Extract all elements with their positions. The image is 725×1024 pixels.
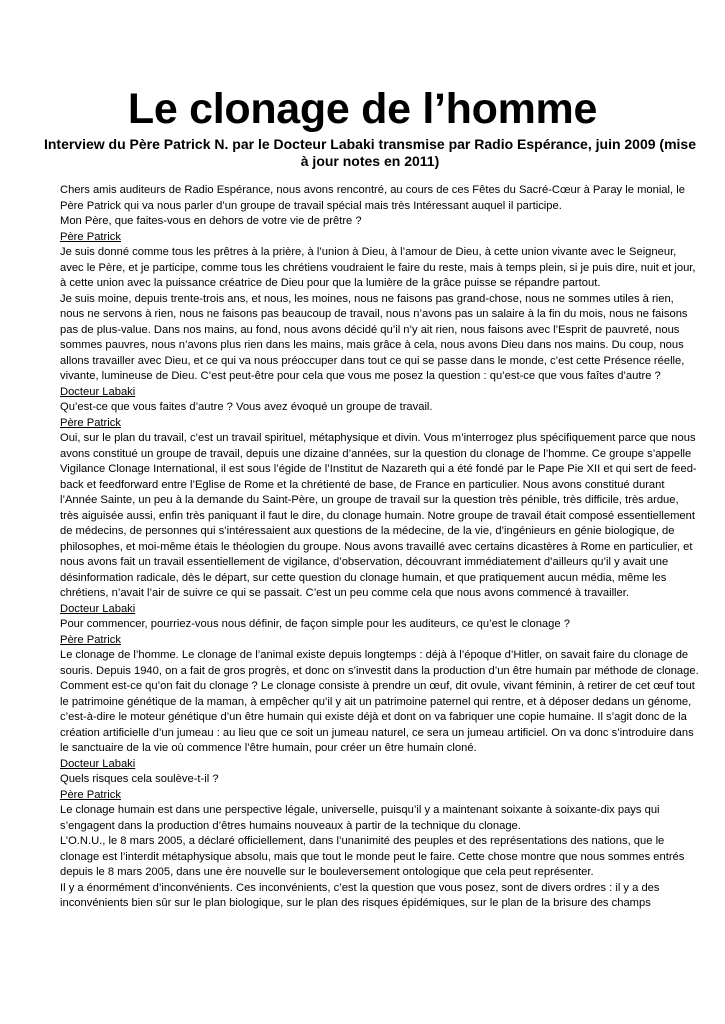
paragraph: Comment est-ce qu’on fait du clonage ? Le clonage consiste à prendre un œuf, dit ovule, vivant féminin, à retirer de cet œuf tout le patrimoine génétique de la maman, à empêcher qu’il y ait un patrimoine paternel qui rentre, et à déposer dedans un génome, c’est-à-dire le moteur génétique d’un être humain qui existe déjà et dont on va fabriquer une copie humaine. Il s’agit donc de la création artificielle d’un jumeau : au lieu que ce soit un jumeau naturel, ce sera un jumeau artificiel. On va donc s’introduire dans le sanctuaire de la vie où commence l’être humain, pour créer un être humain cloné.: [60, 680, 695, 754]
interview-body: [60, 183, 700, 912]
paragraph: Pour commencer, pourriez-vous nous définir, de façon simple pour les auditeurs, ce qu’est le clonage ?: [60, 618, 570, 630]
paragraph: Qu’est-ce que vous faites d’autre ? Vous avez évoqué un groupe de travail.: [60, 401, 433, 413]
page-title: Le clonage de l’homme: [127, 85, 598, 133]
speaker-label: Docteur Labaki: [60, 602, 136, 615]
paragraph: Mon Père, que faites-vous en dehors de votre vie de prêtre ?: [60, 215, 362, 227]
paragraph: Il y a énormément d’inconvénients. Ces inconvénients, c’est la question que vous posez, sont de divers ordres : il y a des inconvénients bien sûr sur le plan biologique, sur le plan des risques épidémiques, sur le plan de la brisure des champs: [60, 881, 660, 909]
paragraph: Je suis donné comme tous les prêtres à la prière, à l’union à Dieu, à l’amour de Dieu, à cette union vivante avec le Seigneur, avec le Père, et je participe, comme tous les chrétiens voudraient le faire du reste, mais à temps plein, si je puis dire, nuit et jour, à cette union avec la puissance créatrice de Dieu pour que la lumière de la grâce puisse se répandre partout.: [60, 246, 696, 289]
paragraph: Quels risques cela soulève-t-il ?: [60, 773, 219, 785]
paragraph: L’O.N.U., le 8 mars 2005, a déclaré officiellement, dans l’unanimité des peuples et des représentations des nations, que le clonage est l’interdit métaphysique absolu, mais que tout le monde peut le faire. Cette chose montre que nous sommes entrés depuis le 8 mars 2005, dans une ère nouvelle sur le bouleversement ontologique que cela peut représenter.: [60, 835, 685, 878]
speaker-label: Docteur Labaki: [60, 757, 136, 770]
paragraph: Chers amis auditeurs de Radio Espérance, nous avons rencontré, au cours de ces Fêtes du Sacré-Cœur à Paray le monial, le Père Patrick qui va nous parler d’un groupe de travail spécial mais très Intéressant auquel il participe.: [60, 184, 685, 212]
paragraph: Le clonage humain est dans une perspective légale, universelle, puisqu’il y a maintenant soixante à soixante-dix pays qui s’engagent dans la production d’êtres humains nouveaux à partir de la technique du clonage.: [60, 804, 660, 832]
speaker-label: Père Patrick: [60, 416, 121, 429]
page-subtitle: Interview du Père Patrick N. par le Docteur Labaki transmise par Radio Espérance, juin 2009 (mise à jour notes en 2011): [43, 136, 697, 169]
paragraph: Le clonage de l’homme. Le clonage de l’animal existe depuis longtemps : déjà à l’époque d’Hitler, on savait faire du clonage de souris. Depuis 1940, on a fait de gros progrès, et donc on s’investit dans la production d’un être humain par méthode de clonage.: [60, 649, 699, 677]
speaker-label: Père Patrick: [60, 633, 121, 646]
paragraph: Je suis moine, depuis trente-trois ans, et nous, les moines, nous ne faisons pas grand-chose, nous ne sommes utiles à rien, nous ne servons à rien, nous ne faisons pas beaucoup de travail, nous n’avons pas un salaire à la fin du mois, nous ne faisons pas de plus-value. Dans nos mains, au fond, nous avons décidé qu’il n’y ait rien, nous faisons avec l’Esprit de pauvreté, nous sommes pauvres, nous n’avons plus rien dans les mains, mais grâce à cela, nous avons Dieu dans nos mains. Du coup, nous allons travailler avec Dieu, et ce qui va nous préoccuper dans tout ce qui se passe dans le monde, c’est cette Présence réelle, vivante, lumineuse de Dieu. C’est peut-être pour cela que vous me posez la question : qu’est-ce que vous faîtes d’autre ?: [60, 292, 688, 382]
speaker-label: Père Patrick: [60, 230, 121, 243]
paragraph: Oui, sur le plan du travail, c’est un travail spirituel, métaphysique et divin. Vous m’interrogez plus spécifiquement parce que nous avons constitué un groupe de travail, depuis une dizaine d’années, sur la question du clonage de l’homme. Ce groupe s’appelle Vigilance Clonage International, il est sous l’égide de l’Institut de Nazareth qui a été fondé par le Pape Pie XII et qui sert de feed-back et feedforward entre l’Eglise de Rome et la chrétienté de base, de France en particulier. Nous avons constitué durant l’Année Sainte, un peu à la demande du Saint-Père, un groupe de travail sur la question très pénible, très difficile, très ardue, très aiguisée aussi, enfin très paniquant il faut le dire, du clonage humain. Notre groupe de travail était composé essentiellement de médecins, de personnes qui s’intéressaient aux questions de la médecine, de la vie, d’ingénieurs en génie biologique, de philosophes, et moi-même étais le théologien du groupe. Nous avons travaillé avec certains dicastères à Rome en particulier, et nous avons fait un travail essentiellement de vigilance, d’observation, découvrant immédiatement d’ailleurs qu’il y avait une désinformation radicale, dès le départ, sur cette question du clonage humain, et que pratiquement aucun média, même les chrétiens, n’avait l’air de suivre ce qui se passait. C’est un peu comme cela que nous avons commencé à travailler.: [60, 432, 697, 599]
speaker-label: Docteur Labaki: [60, 385, 136, 398]
speaker-label: Père Patrick: [60, 788, 121, 801]
